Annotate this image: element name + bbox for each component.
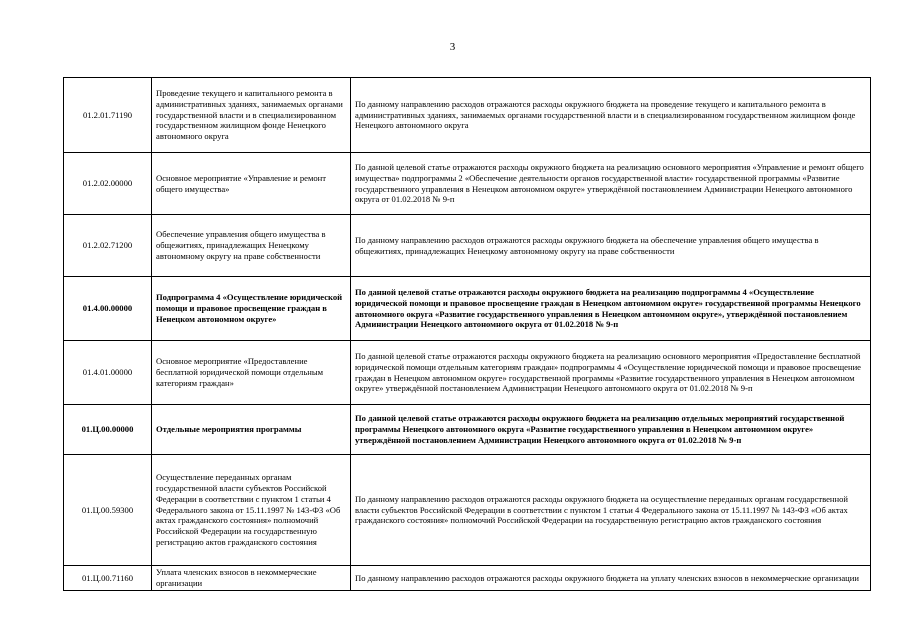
row-description: По данному направлению расходов отражаются расходы окружного бюджета на обеспечение управления общего имущества в общежитиях, принадлежащих Ненецкому автономному округу на праве собственности	[351, 215, 871, 277]
table-row	[64, 153, 871, 215]
row-description: По данной целевой статье отражаются расходы окружного бюджета на реализацию основного мероприятия «Предоставление бесплатной юридической помощи отдельным категориям граждан» подпрограммы 4 «Осуществление юридической помощи и правовое просвещение граждан в Ненецком автономном округе» государственной программы «Развитие государственного управления в Ненецком автономном округе» утверждённой постановлением Администрации Ненецкого автономного округа от 01.02.2018 № 9-п	[351, 341, 871, 405]
row-description: По данной целевой статье отражаются расходы окружного бюджета на реализацию основного мероприятия «Управление и ремонт общего имущества» подпрограммы 2 «Обеспечение деятельности органов государственной власти» государственной программы «Развитие государственного управления в Ненецком автономном округе» утверждённой постановлением Администрации Ненецкого автономного округа от 01.02.2018 № 9-п	[351, 153, 871, 215]
budget-classification-table	[63, 77, 871, 591]
row-name: Осуществление переданных органам государственной власти субъектов Российской Федерации в соответствии с пунктом 1 статьи 4 Федерального закона от 15.11.1997 № 143-ФЗ «Об актах гражданского состояния» полномочий Российской Федерации на государственную регистрацию актов гражданского состояния	[152, 455, 351, 566]
row-code: 01.Ц.00.00000	[64, 405, 152, 455]
row-code: 01.Ц.00.59300	[64, 455, 152, 566]
row-name: Основное мероприятие «Управление и ремонт общего имущества»	[152, 153, 351, 215]
row-name: Отдельные мероприятия программы	[152, 405, 351, 455]
row-name: Уплата членских взносов в некоммерческие организации	[152, 566, 351, 591]
row-description: По данному направлению расходов отражаются расходы окружного бюджета на уплату членских взносов в некоммерческие организации	[351, 566, 871, 591]
row-name: Основное мероприятие «Предоставление бесплатной юридической помощи отдельным категориям граждан»	[152, 341, 351, 405]
row-description: По данному направлению расходов отражаются расходы окружного бюджета на проведение текущего и капитального ремонта в административных зданиях, занимаемых органами государственной власти и в специализированном государственном жилищном фонде Ненецкого автономного округа	[351, 78, 871, 153]
table-row	[64, 341, 871, 405]
row-code: 01.2.02.00000	[64, 153, 152, 215]
row-code: 01.2.01.71190	[64, 78, 152, 153]
row-code: 01.Ц.00.71160	[64, 566, 152, 591]
row-description: По данной целевой статье отражаются расходы окружного бюджета на реализацию подпрограммы 4 «Осуществление юридической помощи и правовое просвещение граждан в Ненецком автономном округе» государственной программы Ненецкого автономного округа «Развитие государственного управления в Ненецком автономном округе», утверждённой постановлением Администрации Ненецкого автономного округа от 01.02.2018 № 9-п	[351, 277, 871, 341]
row-name: Проведение текущего и капитального ремонта в административных зданиях, занимаемых органами государственной власти и в специализированном государственном жилищном фонде Ненецкого автономного округа	[152, 78, 351, 153]
row-description: По данному направлению расходов отражаются расходы окружного бюджета на осуществление переданных органам государственной власти субъектов Российской Федерации в соответствии с пунктом 1 статьи 4 Федерального закона от 15.11.1997 № 143-ФЗ «Об актах гражданского состояния» полномочий Российской Федерации на государственную регистрацию актов гражданского состояния	[351, 455, 871, 566]
table-row	[64, 78, 871, 153]
row-name: Обеспечение управления общего имущества в общежитиях, принадлежащих Ненецкому автономному округу на праве собственности	[152, 215, 351, 277]
row-code: 01.4.00.00000	[64, 277, 152, 341]
row-code: 01.4.01.00000	[64, 341, 152, 405]
table-row	[64, 277, 871, 341]
row-description: По данной целевой статье отражаются расходы окружного бюджета на реализацию отдельных мероприятий государственной программы Ненецкого автономного округа «Развитие государственного управления в Ненецком автономном округе» утверждённой постановлением Администрации Ненецкого автономного округа от 01.02.2018 № 9-п	[351, 405, 871, 455]
page-number: 3	[449, 41, 456, 53]
table-row	[64, 566, 871, 591]
row-code: 01.2.02.71200	[64, 215, 152, 277]
row-name: Подпрограмма 4 «Осуществление юридической помощи и правовое просвещение граждан в Ненецком автономном округе»	[152, 277, 351, 341]
table-row	[64, 405, 871, 455]
table-row	[64, 215, 871, 277]
table-row	[64, 455, 871, 566]
